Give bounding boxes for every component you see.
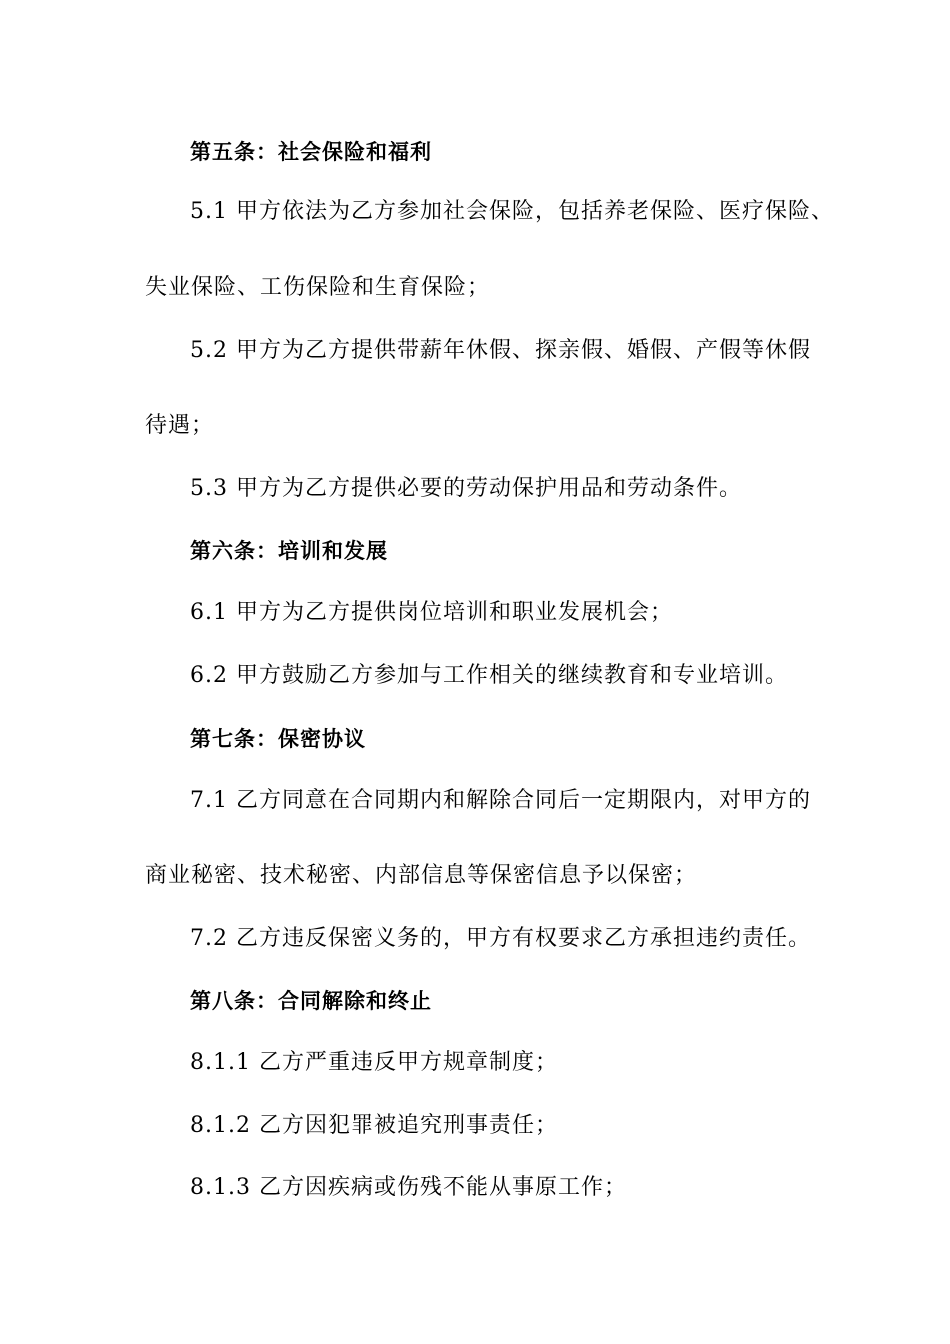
clause-5-1-line-2: 失业保险、工伤保险和生育保险；	[145, 275, 491, 300]
clause-5-2-line-2: 待遇；	[145, 413, 215, 438]
clause-8-1-2: 8.1.2 乙方因犯罪被追究刑事责任；	[190, 1113, 558, 1138]
clause-7-2: 7.2 乙方违反保密义务的，甲方有权要求乙方承担违约责任。	[190, 926, 811, 951]
section-5-heading: 第五条：社会保险和福利	[190, 140, 432, 164]
section-6-heading: 第六条：培训和发展	[190, 539, 388, 563]
clause-5-2-line-1: 5.2 甲方为乙方提供带薪年休假、探亲假、婚假、产假等休假	[190, 338, 811, 363]
clause-8-1-3: 8.1.3 乙方因疾病或伤残不能从事原工作；	[190, 1175, 627, 1200]
section-7-heading: 第七条：保密协议	[190, 727, 366, 751]
clause-5-3: 5.3 甲方为乙方提供必要的劳动保护用品和劳动条件。	[190, 476, 742, 501]
section-8-heading: 第八条：合同解除和终止	[190, 989, 432, 1013]
clause-6-1: 6.1 甲方为乙方提供岗位培训和职业发展机会；	[190, 600, 673, 625]
clause-6-2: 6.2 甲方鼓励乙方参加与工作相关的继续教育和专业培训。	[190, 663, 788, 688]
clause-7-1-line-1: 7.1 乙方同意在合同期内和解除合同后一定期限内，对甲方的	[190, 788, 811, 813]
clause-7-1-line-2: 商业秘密、技术秘密、内部信息等保密信息予以保密；	[145, 863, 698, 888]
clause-8-1-1: 8.1.1 乙方严重违反甲方规章制度；	[190, 1050, 558, 1075]
clause-5-1-line-1: 5.1 甲方依法为乙方参加社会保险，包括养老保险、医疗保险、	[190, 199, 834, 224]
